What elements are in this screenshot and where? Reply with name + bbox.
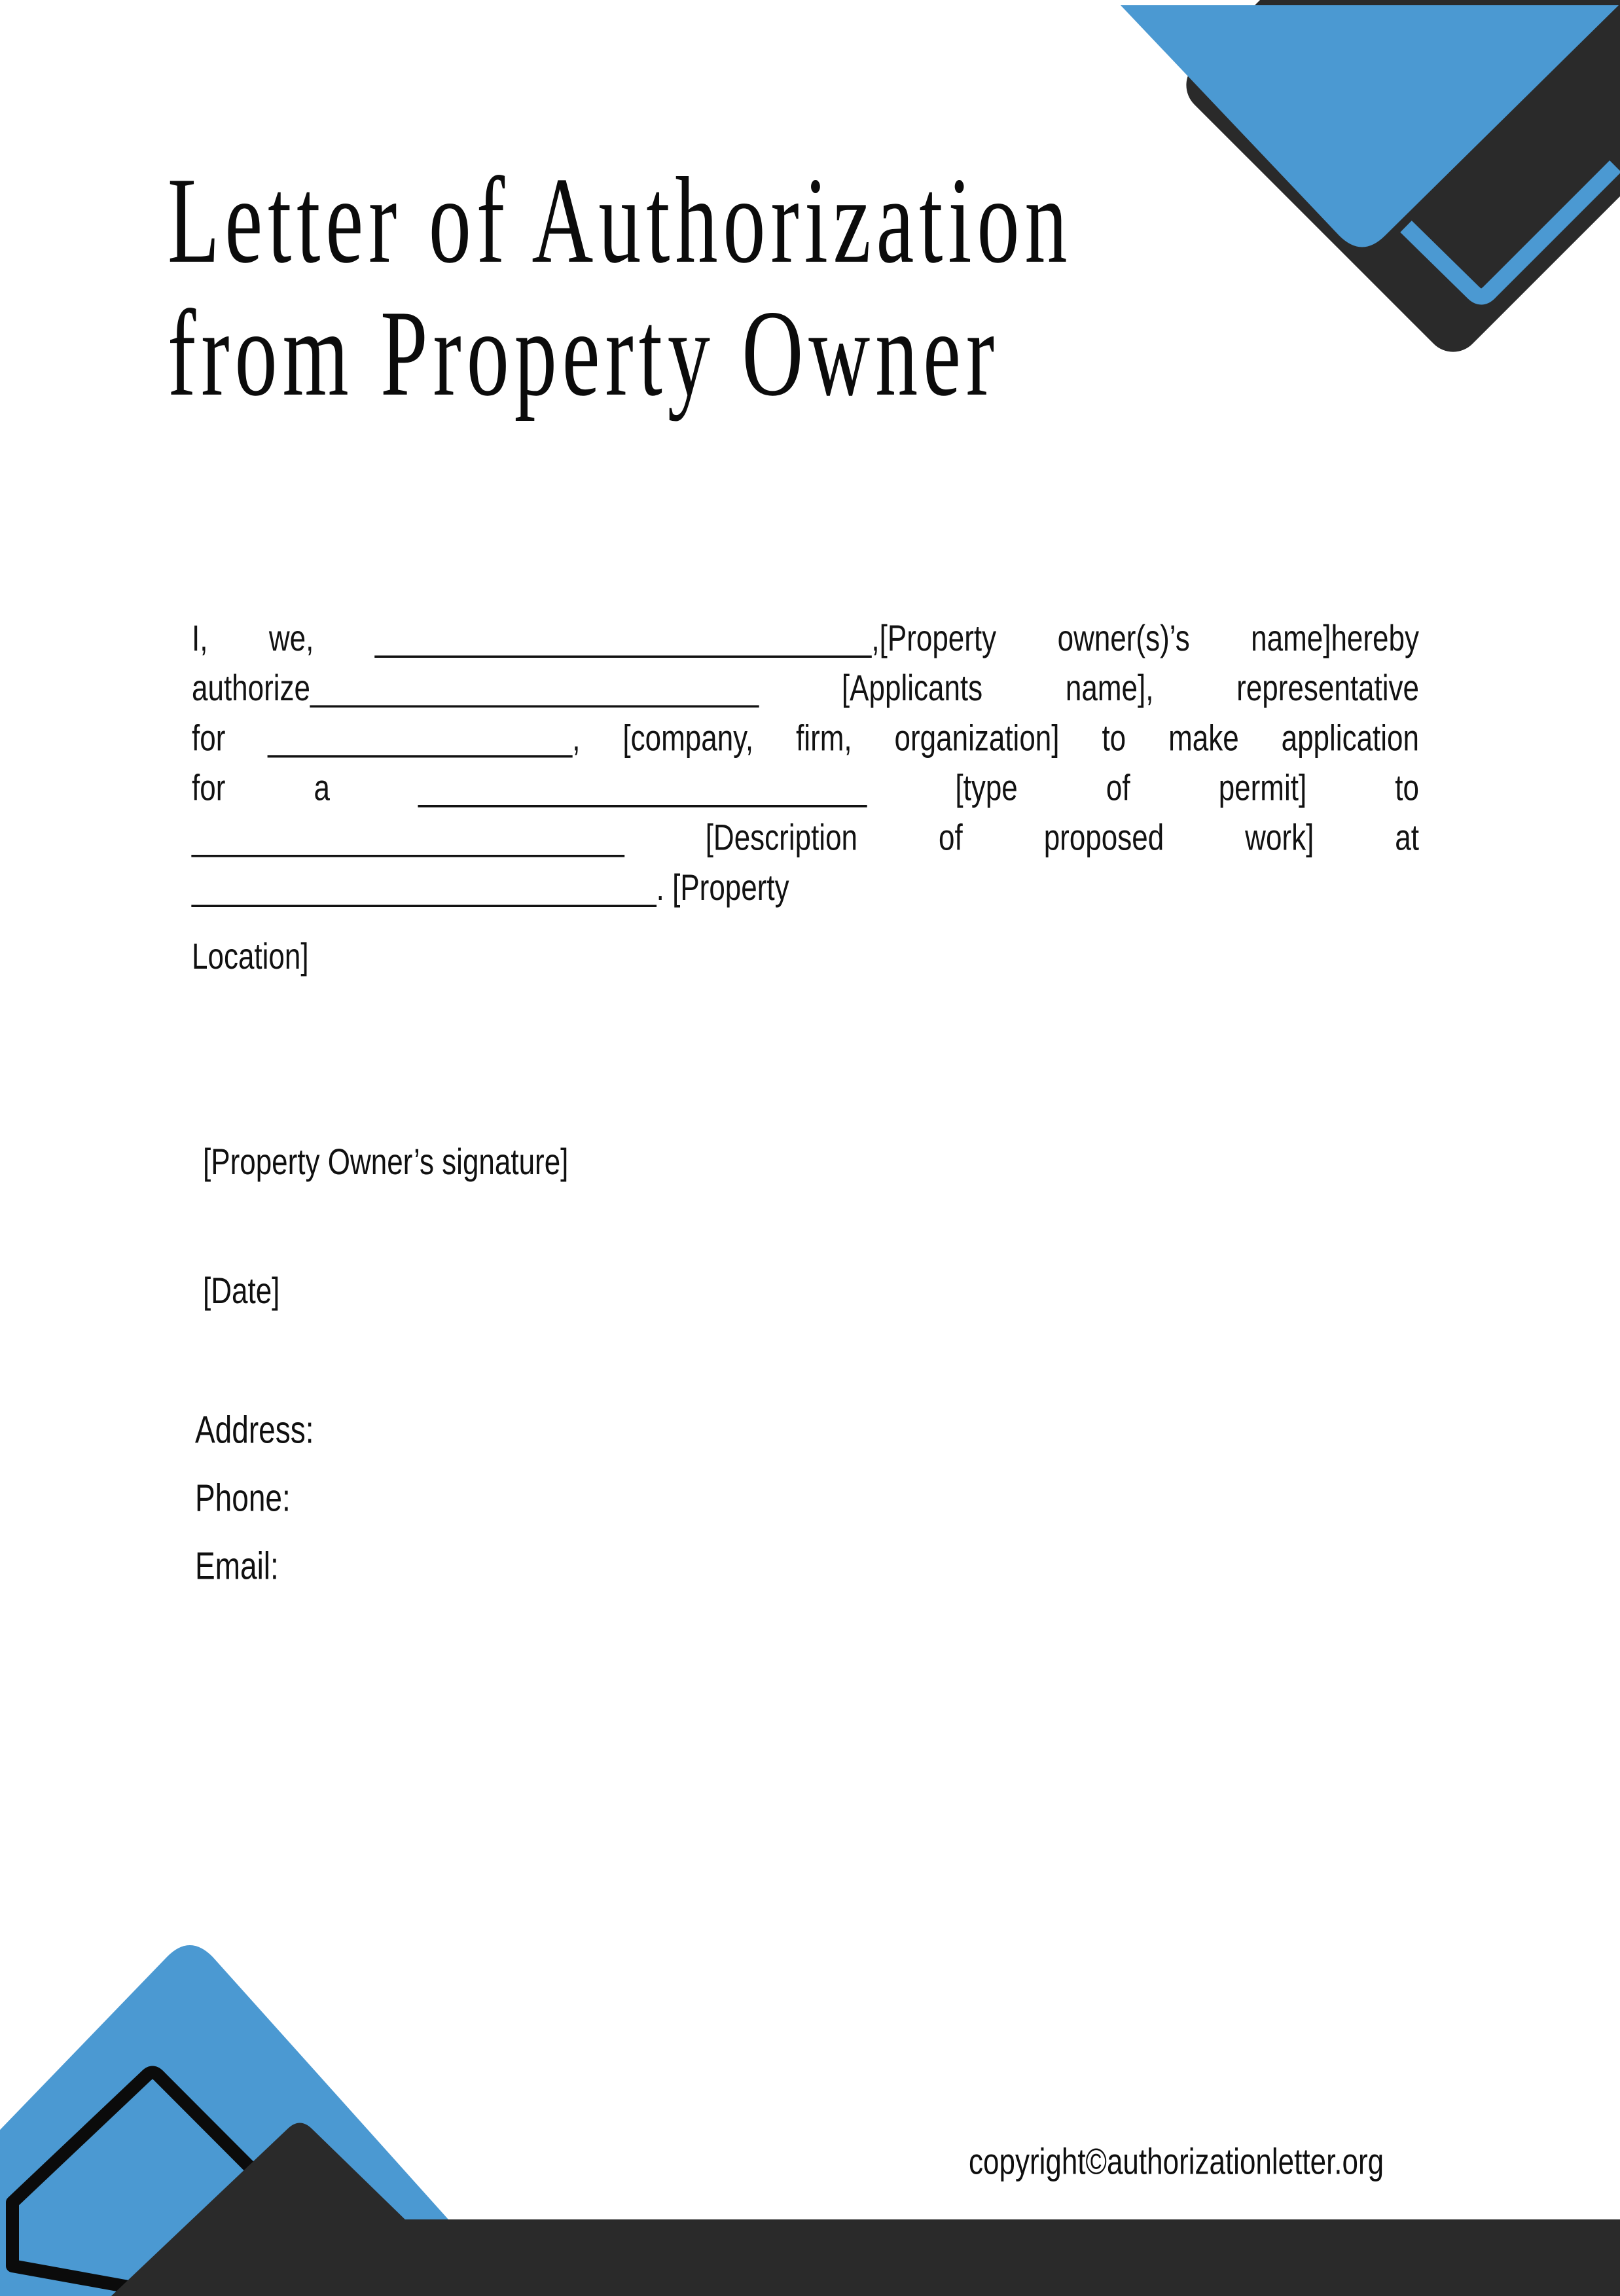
title-line-2: from Property Owner bbox=[168, 285, 1000, 422]
location-line: Location] bbox=[192, 936, 309, 977]
paragraph-line: _____________________________. [Property bbox=[192, 867, 789, 908]
date-placeholder: [Date] bbox=[203, 1270, 280, 1312]
corner-ornament-top-right bbox=[1080, 0, 1620, 458]
authorization-paragraph bbox=[192, 614, 1419, 913]
footer-ornament bbox=[0, 1924, 1620, 2296]
paragraph-line: for ___________________, [company, firm, organization] to make application bbox=[192, 717, 1419, 759]
paragraph-line: ___________________________ [Description of proposed work] at bbox=[192, 817, 1419, 859]
copyright-text: copyright©authorizationletter.org bbox=[969, 2141, 1384, 2183]
email-label: Email: bbox=[195, 1544, 279, 1588]
paragraph-line: I, we, _______________________________,[Property owner(s)’s name]hereby bbox=[192, 618, 1419, 659]
signature-placeholder: [Property Owner’s signature] bbox=[203, 1141, 569, 1183]
title-line-1: Letter of Authorization bbox=[168, 152, 1073, 289]
address-label: Address: bbox=[195, 1408, 314, 1452]
contact-info bbox=[195, 1395, 314, 1600]
footer-bar-shape bbox=[401, 2219, 1620, 2296]
phone-label: Phone: bbox=[195, 1476, 291, 1520]
page-title bbox=[168, 154, 1073, 420]
paragraph-line: authorize____________________________ [Applicants name], representative bbox=[192, 668, 1419, 709]
paragraph-line: for a ____________________________ [type of permit] to bbox=[192, 767, 1419, 809]
